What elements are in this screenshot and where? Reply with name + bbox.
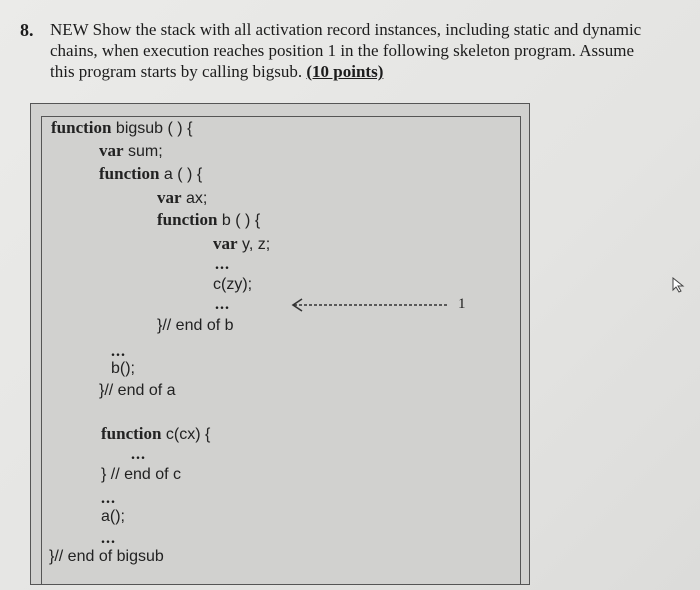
bigsub-name: bigsub ( ) { [115, 120, 193, 137]
ax-declaration [157, 188, 207, 208]
question-text-line-1: NEW Show the stack with all activation record instances, including static and dynamic [50, 20, 642, 39]
ax-name: ax; [186, 190, 208, 207]
question-text-line-2: chains, when execution reaches position 1 in the following skeleton program. Assume [50, 41, 635, 60]
end-of-b: }// end of b [157, 317, 234, 334]
cursor-icon [672, 277, 686, 293]
end-of-a: }// end of a [99, 382, 176, 399]
c-signature [101, 424, 210, 444]
yz-declaration [213, 234, 270, 254]
position-1-arrow [288, 298, 460, 312]
position-1-label: 1 [458, 296, 466, 312]
a-name: a ( ) { [163, 166, 203, 183]
end-of-c: } // end of c [101, 466, 182, 483]
var-keyword: var [99, 141, 124, 160]
question-number: 8. [20, 20, 34, 40]
c-name: c(cx) { [165, 426, 211, 443]
sum-declaration [99, 141, 163, 161]
ellipsis: ... [215, 256, 230, 273]
ellipsis: ... [131, 446, 146, 463]
ellipsis: ... [101, 530, 116, 547]
bigsub-signature [51, 118, 192, 138]
var-keyword: var [213, 234, 238, 253]
sum-name: sum; [128, 143, 163, 160]
call-b-statement: b(); [111, 360, 135, 377]
function-keyword: function [101, 424, 162, 443]
end-of-bigsub: }// end of bigsub [49, 548, 164, 565]
call-a-statement: a(); [101, 508, 125, 525]
b-name: b ( ) { [221, 212, 261, 229]
ellipsis: ... [111, 343, 126, 360]
question-text-line-3 [50, 62, 383, 82]
ellipsis-position-1: ... [215, 296, 230, 313]
code-listing-box [30, 103, 530, 585]
yz-names: y, z; [242, 236, 271, 253]
function-keyword: function [51, 118, 112, 137]
var-keyword: var [157, 188, 182, 207]
ellipsis: ... [101, 490, 116, 507]
question-text-line-3-body: this program starts by calling bigsub. [50, 62, 303, 81]
b-signature [157, 210, 260, 230]
points-label: (10 points) [306, 62, 384, 81]
a-signature [99, 164, 202, 184]
call-c-statement: c(zy); [213, 276, 253, 293]
function-keyword: function [99, 164, 160, 183]
function-keyword: function [157, 210, 218, 229]
